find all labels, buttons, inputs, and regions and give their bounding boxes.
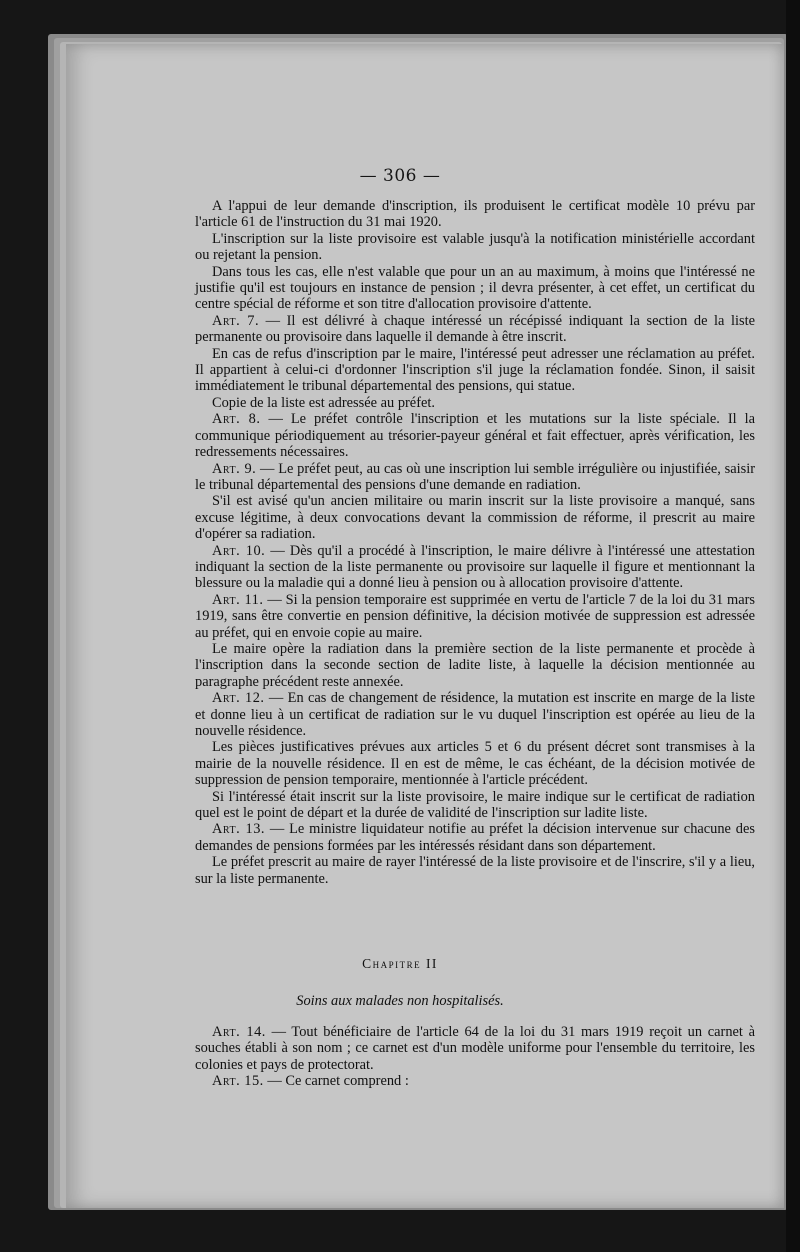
- paragraph: [195, 411, 755, 460]
- paragraph: [195, 821, 755, 854]
- paragraph-text: — Le préfet contrôle l'inscription et les mutations sur la liste spéciale. Il la communique périodiquement au trésorier-payeur général et fait effectuer, après vérification, les redressements nécessaires.: [195, 411, 756, 461]
- paragraph-text: En cas de refus d'inscription par le maire, l'intéressé peut adresser une réclamation au préfet. Il appartient à celui-ci d'ordonner l'inscription s'il juge la réclamation fondée. Sinon, il saisit immédiatement le tribunal départemental des pensions, qui statue.: [195, 345, 755, 395]
- paragraph: [195, 1073, 755, 1089]
- paragraph-text: — En cas de changement de résidence, la mutation est inscrite en marge de la liste et donne lieu à un certificat de radiation sur le vu duquel l'inscription est opérée au lieu de la nouvelle résidence.: [195, 690, 755, 739]
- paragraph-text: — Dès qu'il a procédé à l'inscription, le maire délivre à l'intéressé une attestation indiquant la section de la liste permanente ou provisoire sur laquelle il figure et mentionnant la blessure ou la maladie qui a donné lieu à pension ou à allocation provisoire d'attente.: [195, 542, 755, 592]
- paragraph: [195, 690, 755, 739]
- article-label: Art. 15.: [212, 1073, 264, 1090]
- paragraph-text: Copie de la liste est adressée au préfet.: [212, 394, 435, 411]
- article-label: Art. 7.: [212, 312, 260, 329]
- paragraph-text: Si l'intéressé était inscrit sur la liste provisoire, le maire indique sur le certificat de radiation quel est le point de départ et la durée de validité de l'inscription sur ladite liste.: [195, 788, 755, 822]
- section-title: Soins aux malades non hospitalisés.: [296, 993, 504, 1009]
- article-label: Art. 13.: [212, 821, 266, 838]
- article-label: Art. 12.: [212, 690, 265, 707]
- paragraph: [195, 264, 755, 313]
- paragraph: [195, 739, 755, 788]
- paragraph: [195, 493, 755, 542]
- main-text-block: [195, 198, 755, 887]
- paragraph-text: Le maire opère la radiation dans la première section de la liste permanente et procède à l'inscription dans la seconde section de ladite liste, à laquelle la décision mentionnée au paragraphe précédent reste annexée.: [195, 640, 755, 690]
- paragraph: [195, 854, 755, 887]
- paragraph-text: — Il est délivré à chaque intéressé un récépissé indiquant la section de la liste permanente ou provisoire dans laquelle il demande à être inscrit.: [195, 312, 755, 346]
- paragraph: [195, 346, 755, 395]
- paragraph-text: — Le ministre liquidateur notifie au préfet la décision intervenue sur chacune des demandes de pensions formées par les intéressés résidant dans son département.: [195, 821, 755, 854]
- paragraph-text: A l'appui de leur demande d'inscription, ils produisent le certificat modèle 10 prévu par l'article 61 de l'instruction du 31 mai 1920.: [195, 198, 755, 231]
- after-text-block: [195, 1024, 755, 1090]
- article-label: Art. 8.: [212, 411, 261, 428]
- paragraph-text: L'inscription sur la liste provisoire est valable jusqu'à la notification ministérielle accordant ou rejetant la pension.: [195, 230, 755, 264]
- article-label: Art. 14.: [212, 1024, 266, 1040]
- paragraph: [195, 641, 755, 690]
- article-label: Art. 10.: [212, 542, 266, 559]
- paragraph: [195, 461, 755, 494]
- article-label: Art. 11.: [212, 591, 264, 608]
- paragraph: [195, 1024, 755, 1073]
- paragraph-text: Dans tous les cas, elle n'est valable que pour un an au maximum, à moins que l'intéressé ne justifie qu'il est toujours en instance de pension ; il devra présenter, à cet effet, un certificat du centre spécial de réforme et son titre d'allocation provisoire d'attente.: [195, 263, 755, 313]
- paragraph: [195, 198, 755, 231]
- scan-border: [786, 0, 800, 1252]
- paragraph: [195, 543, 755, 592]
- paragraph-text: — Si la pension temporaire est supprimée en vertu de l'article 7 de la loi du 31 mars 1919, sans être convertie en pension définitive, la décision motivée de suppression est adressée au préfet, qui en envoie copie au maire.: [195, 591, 755, 641]
- article-label: Art. 9.: [212, 460, 257, 477]
- chapter-heading: Chapitre II: [362, 956, 438, 971]
- paragraph-text: — Le préfet peut, au cas où une inscription lui semble irrégulière ou injustifiée, saisir le tribunal départemental des pensions d'une demande en radiation.: [195, 460, 755, 493]
- paragraph-text: — Tout bénéficiaire de l'article 64 de la loi du 31 mars 1919 reçoit un carnet à souches établi à son nom ; ce carnet est d'un modèle uniforme pour l'ensemble du territoire, les colonies et pays de protectorat.: [195, 1024, 755, 1073]
- paragraph: [195, 231, 755, 264]
- paragraph: [195, 592, 755, 641]
- paragraph: [195, 313, 755, 346]
- paragraph: [195, 789, 755, 822]
- page-number: — 306 —: [359, 166, 441, 186]
- paragraph-text: Le préfet prescrit au maire de rayer l'intéressé de la liste provisoire et de l'inscrire, s'il y a lieu, sur la liste permanente.: [195, 854, 755, 887]
- paragraph: [195, 395, 755, 411]
- paragraph-text: S'il est avisé qu'un ancien militaire ou marin inscrit sur la liste provisoire a manqué, sans excuse légitime, à deux convocations devant la commission de réforme, il prescrit au maire d'opérer sa radiation.: [195, 493, 755, 543]
- paragraph-text: — Ce carnet comprend :: [263, 1073, 409, 1090]
- paragraph-text: Les pièces justificatives prévues aux articles 5 et 6 du présent décret sont transmises à la mairie de la nouvelle résidence. Il en est de même, le cas échéant, de la décision motivée de suppression de pension temporaire, mentionnée à l'article précédent.: [195, 739, 755, 789]
